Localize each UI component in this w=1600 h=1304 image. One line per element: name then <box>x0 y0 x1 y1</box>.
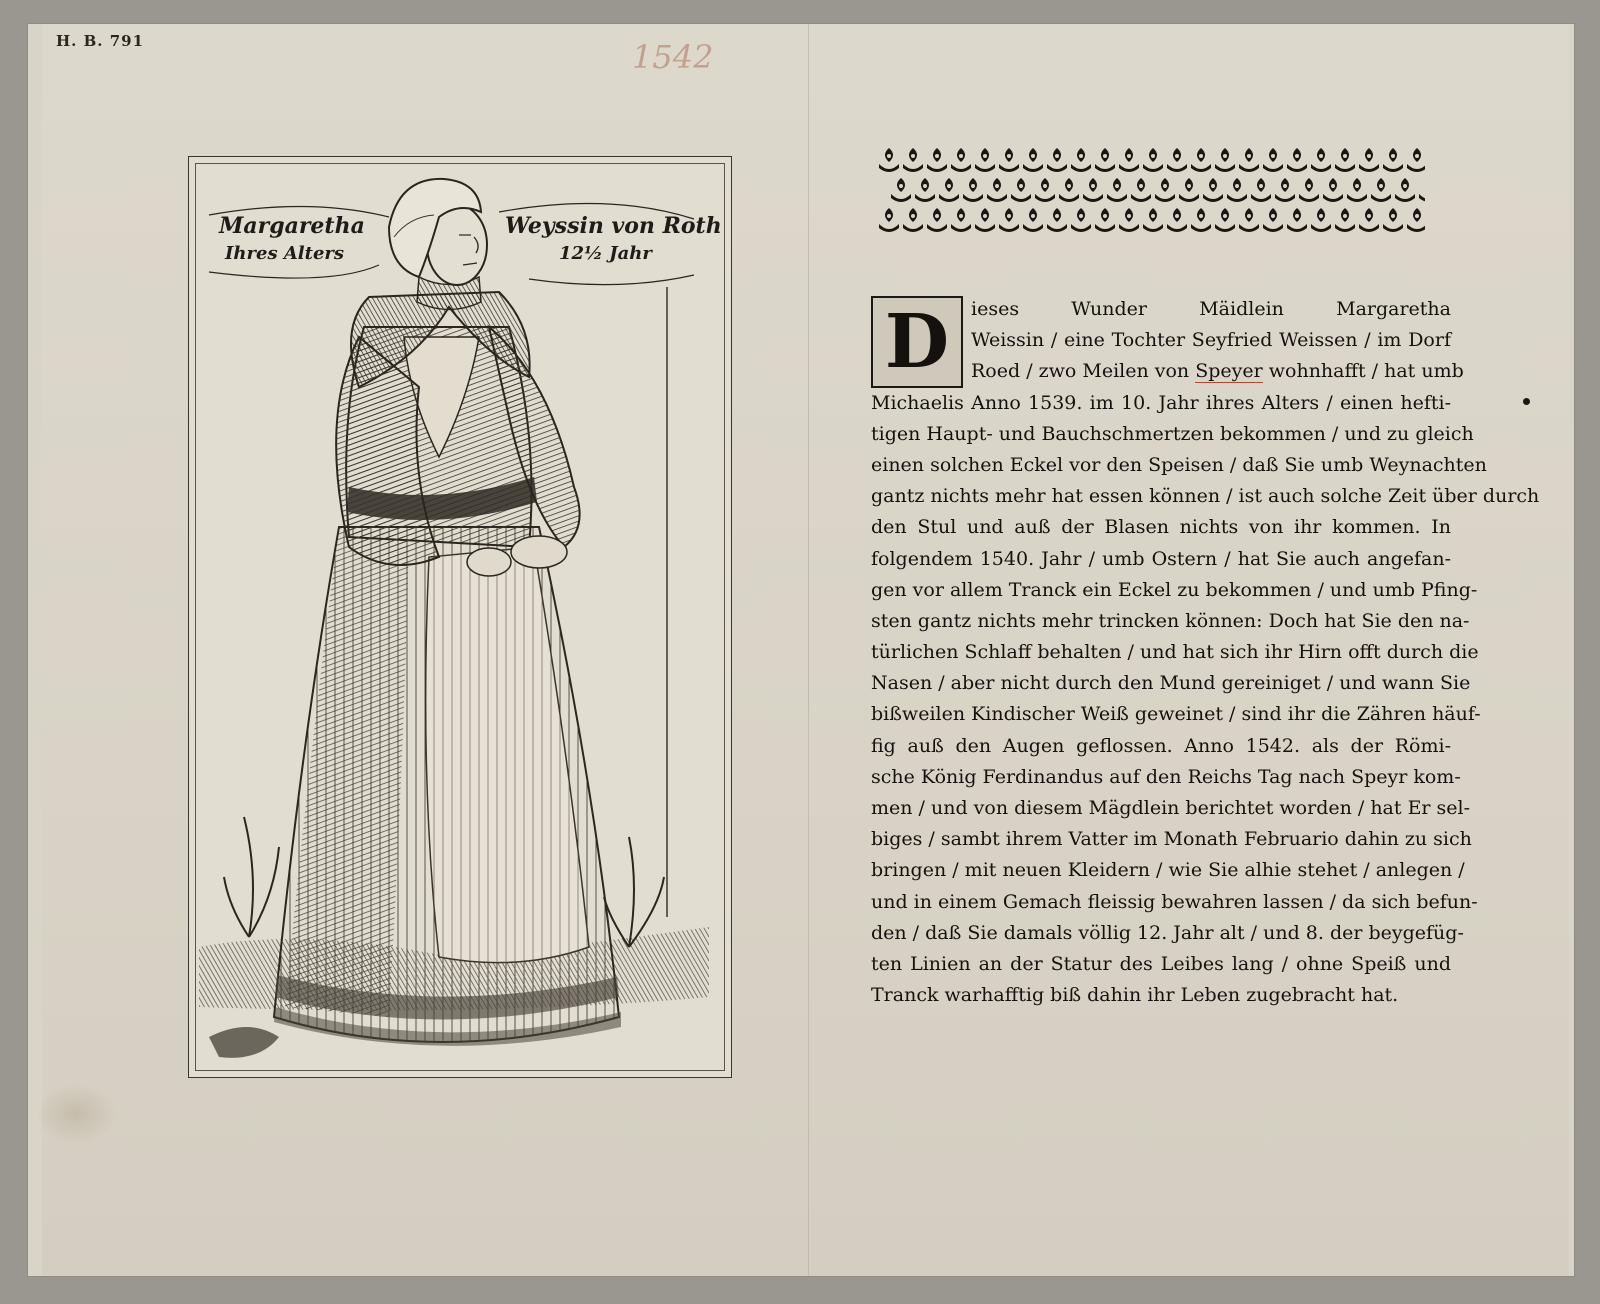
right-page <box>808 24 1569 1276</box>
text-line: ieses Wunder Mäidlein Margaretha <box>971 298 1451 320</box>
text-line: den Stul und auß der Blasen nichts von ihr kommen. In <box>871 516 1451 539</box>
plate-caption-surname: Weyssin von Roth <box>505 213 722 239</box>
text-line: men / und von diesem Mägdlein berichtet worden / hat Er sel- <box>871 797 1471 819</box>
text-line: den / daß Sie damals völlig 12. Jahr alt / und 8. der beygefüg- <box>871 921 1464 944</box>
text-line <box>871 356 1464 387</box>
woodcut-plate <box>188 156 732 1078</box>
text-line: bringen / mit neuen Kleidern / wie Sie alhie stehet / anlegen / <box>871 859 1465 882</box>
text-fragment: wohnhafft / hat umb <box>1268 360 1464 383</box>
text-line: Tranck warhafftig biß dahin ihr Leben zugebracht hat. <box>871 984 1399 1007</box>
plate-caption-age-label: Ihres Alters <box>225 243 345 264</box>
fleuron-ornament-band <box>877 146 1425 238</box>
plate-caption-age-value: 12½ Jahr <box>559 243 652 264</box>
text-line: sche König Ferdinandus auf den Reichs Tag nach Speyr kom- <box>871 765 1461 788</box>
woodcut-figure <box>189 157 731 1077</box>
plate-caption-name: Margaretha <box>219 213 365 239</box>
left-page <box>42 24 816 1276</box>
text-line: bißweilen Kindischer Weiß geweinet / sind ihr die Zähren häuf- <box>871 703 1481 726</box>
text-line: gantz nichts mehr hat essen können / ist auch solche Zeit über durch <box>871 485 1540 508</box>
decorated-initial: D <box>871 296 963 388</box>
text-line: Weissin / eine Tochter Seyfried Weissen / im Dorf <box>971 329 1451 352</box>
ink-dot <box>1523 398 1530 405</box>
text-line: einen solchen Eckel vor den Speisen / daß Sie umb Weynachten <box>871 453 1487 476</box>
text-fragment: Roed / zwo Meilen von <box>971 360 1190 383</box>
foxing-stain <box>36 1084 116 1144</box>
text-line: biges / sambt ihrem Vatter im Monath Februario dahin zu sich <box>871 828 1472 851</box>
shelfmark: H. B. 791 <box>56 32 145 50</box>
text-line: gen vor allem Tranck ein Eckel zu bekommen / und umb Pfing- <box>871 578 1478 601</box>
text-line: türlichen Schlaff behalten / und hat sich ihr Hirn offt durch die <box>871 641 1479 664</box>
pencil-date-annotation: 1542 <box>632 38 714 76</box>
text-line: Michaelis Anno 1539. im 10. Jahr ihres Alters / einen hefti- <box>871 391 1451 414</box>
text-line: ten Linien an der Statur des Leibes lang / ohne Speiß und <box>871 952 1451 975</box>
text-line: folgendem 1540. Jahr / umb Ostern / hat Sie auch angefan- <box>871 547 1451 570</box>
underlined-place-name: Speyer <box>1195 360 1263 383</box>
print-sheet <box>28 24 1574 1276</box>
text-line: sten gantz nichts mehr trincken können: Doch hat Sie den na- <box>871 609 1470 632</box>
body-text <box>871 294 1540 1011</box>
text-line: fig auß den Augen geflossen. Anno 1542. als der Römi- <box>871 734 1451 757</box>
text-line: tigen Haupt- und Bauchschmertzen bekommen / und zu gleich <box>871 422 1474 445</box>
text-line: und in einem Gemach fleissig bewahren lassen / da sich befun- <box>871 890 1478 913</box>
text-line: Nasen / aber nicht durch den Mund gereiniget / und wann Sie <box>871 672 1471 695</box>
